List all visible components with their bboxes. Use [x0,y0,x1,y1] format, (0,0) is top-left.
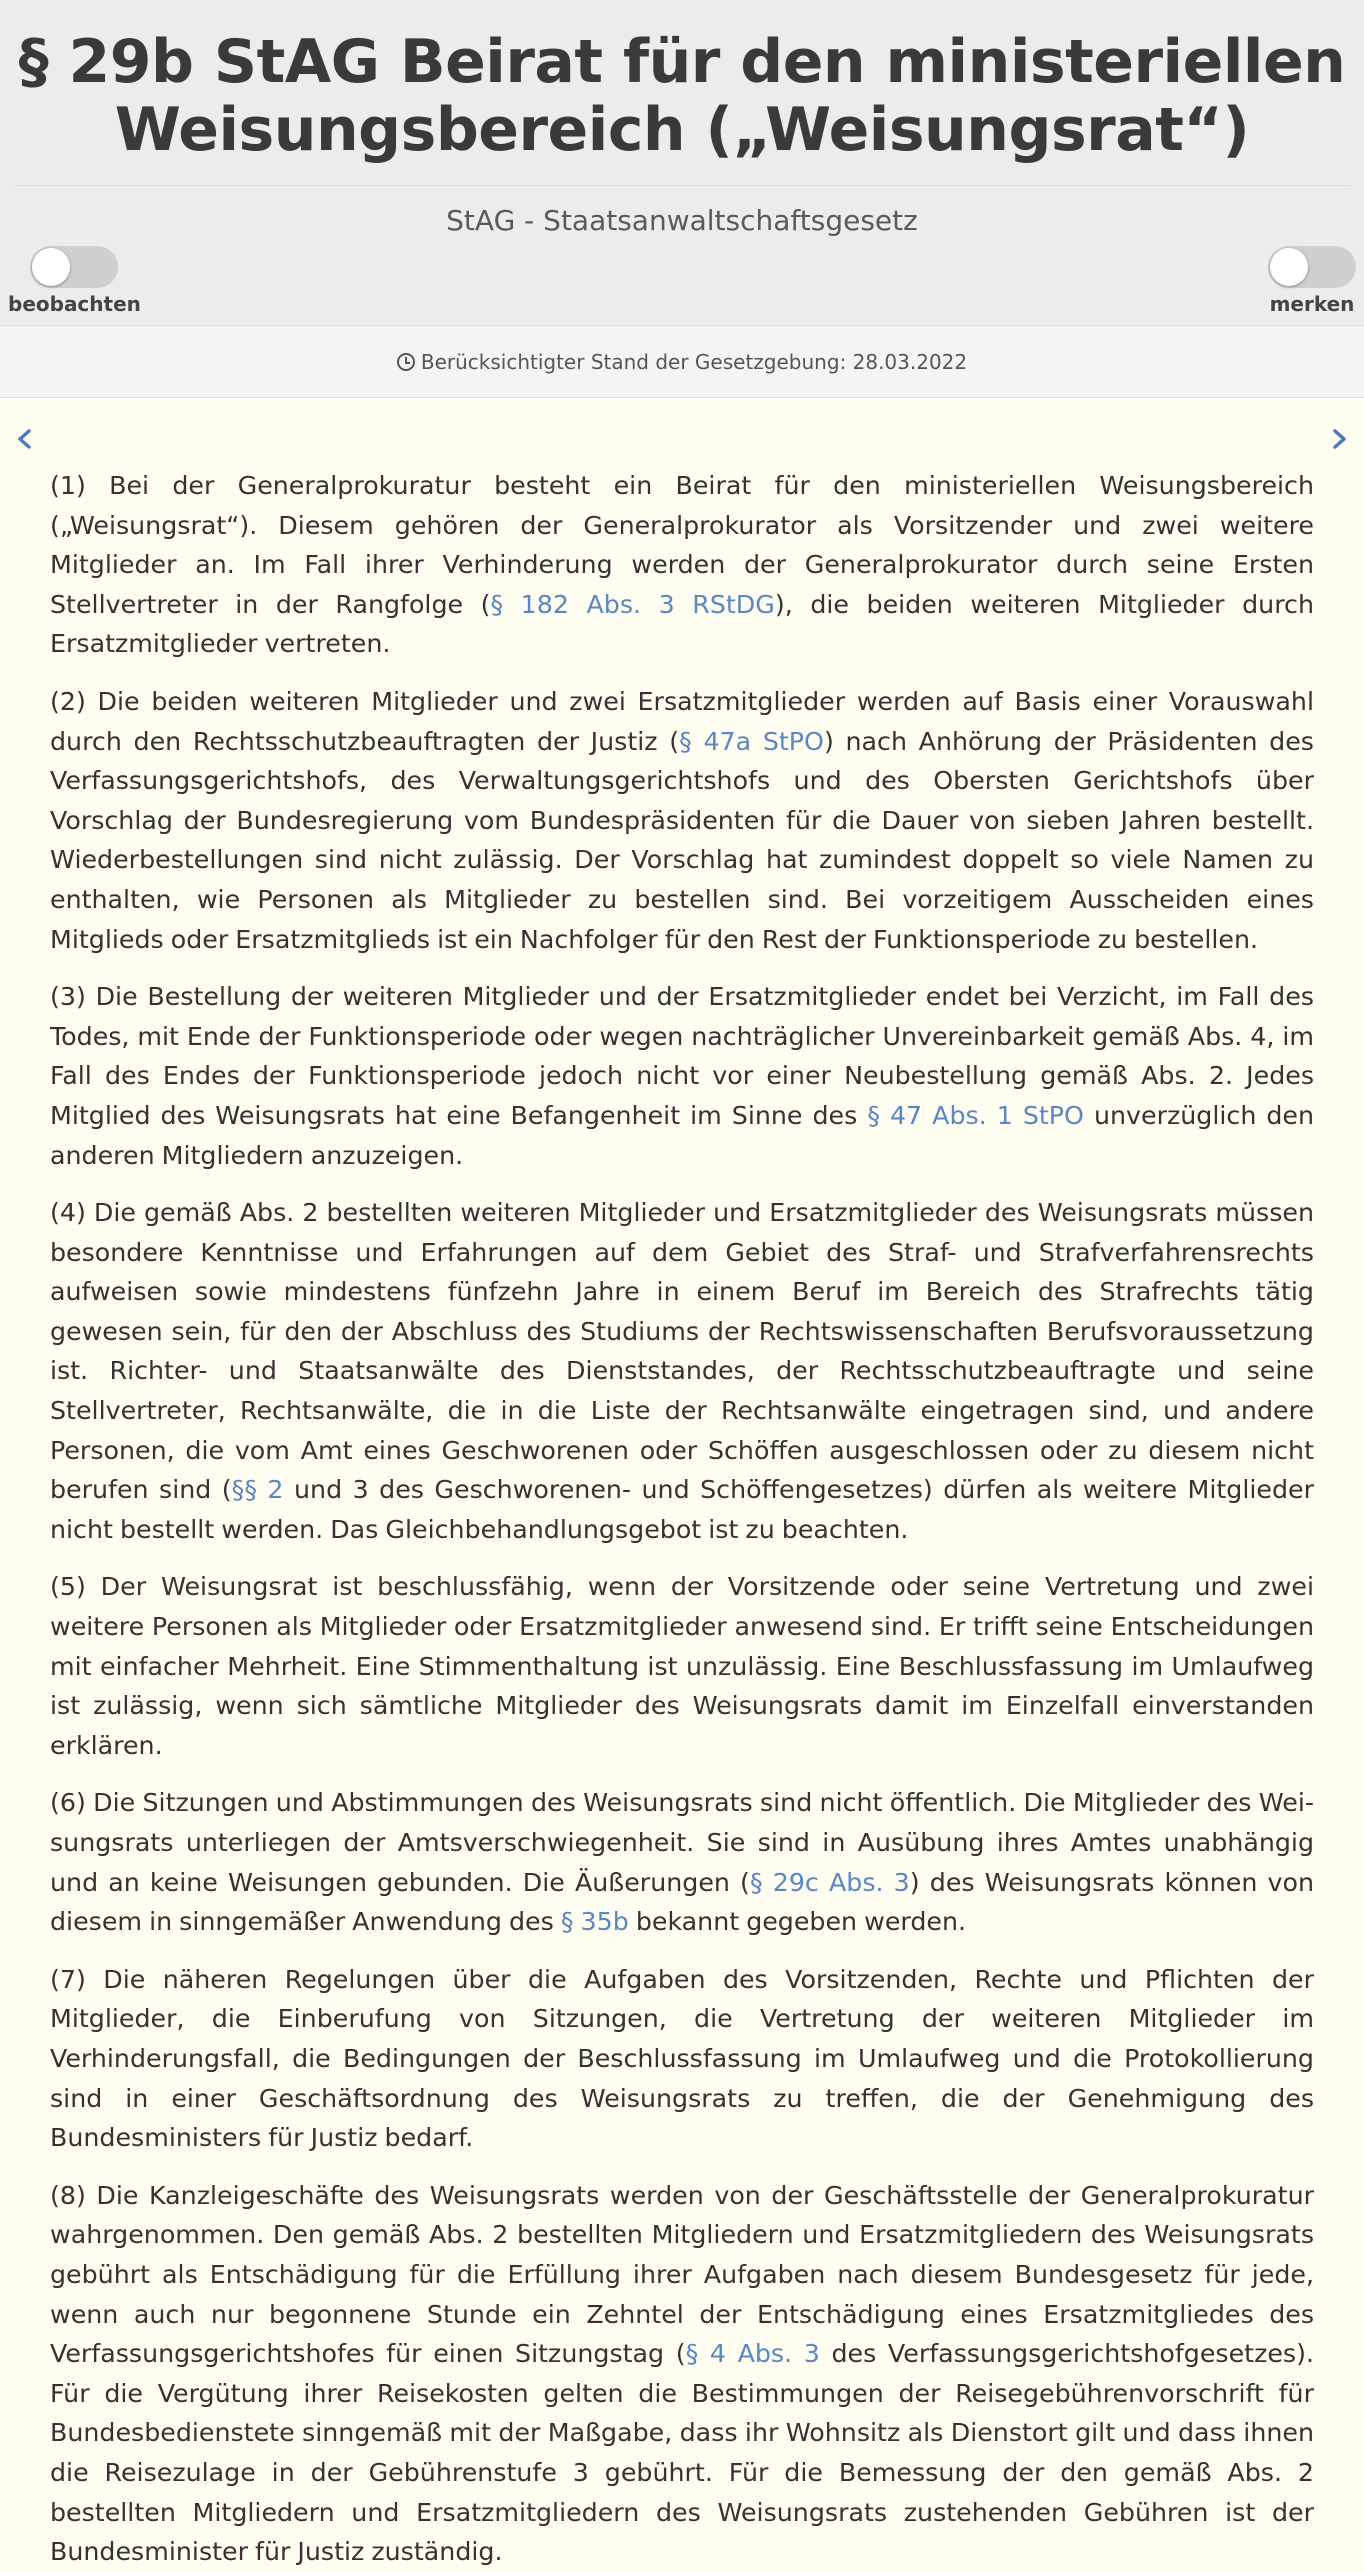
text-run: ), die beiden weiteren Mitglieder durch Ersatzmitglieder vertreten. [50,589,1314,659]
legislation-status-text: Berücksichtigter Stand der Gesetzgebung: 28.03.2022 [420,349,968,374]
law-paragraph-1 [50,466,1314,664]
watch-toggle[interactable] [30,246,118,288]
law-subtitle: StAG - Staatsanwaltschaftsgesetz [446,204,918,237]
clock-icon [397,353,415,371]
bookmark-toggle-label: merken [1269,292,1355,316]
text-run: (8) Die Kanzleigeschäfte des Weisungsrats werden von der Geschäftsstelle der Generalprokuratur wahrgenommen. Den gemäß Abs. 2 bestellten Mitgliedern und Ersatzmitgliedern des Weisungsrats gebührt als Entschädigung für die Erfüllung ihrer Aufgaben nach diesem Bundesgesetz für jede, wenn auch nur begonnene Stunde ein Zehntel der Entschädigung eines Ersatzmitgliedes des Verfassungsgerichtshofes für einen Sitzungstag ( [50,2180,1314,2369]
text-run: (2) Die beiden weiteren Mitglieder und zwei Ersatzmitglieder werden auf Basis einer Vorauswahl durch den Rechtsschutzbeauftragten der Justiz ( [50,686,1314,756]
chevron-left-icon[interactable] [14,428,36,450]
reference-link[interactable]: § 47a StPO [679,726,824,756]
text-run: ) des Weisungsrats können von diesem in sinngemäßer Anwendung des [50,1867,1314,1937]
bookmark-toggle[interactable] [1268,246,1356,288]
text-run: des Verfassungsgerichtshofgesetzes). Für die Vergütung ihrer Reisekosten gelten die Bestimmungen der Reisegebührenvorschrift für Bundesbedienstete sinngemäß mit der Maßgabe, dass ihr Wohnsitz als Dienstort gilt und dass ihnen die Reisezulage in der Gebührenstufe 3 gebührt. Für die Bemessung der den gemäß Abs. 2 bestellten Mitgliedern und Ersatzmitgliedern des Weisungsrats zustehenden Gebühren ist der Bundesminister für Justiz zuständig. [50,2339,1315,2567]
reference-link[interactable]: § 4 Abs. 3 [685,2339,820,2369]
reference-link[interactable]: § 182 Abs. 3 RStDG [490,589,775,619]
page-title-line-2: Weisungsbereich („Weisungsrat“) [114,95,1250,165]
reference-link[interactable]: § 47 Abs. 1 StPO [867,1100,1084,1130]
text-run: (7) Die näheren Regelungen über die Aufgaben des Vorsitzenden, Rechte und Pflichten der Mitglieder, die Einberufung von Sitzungen, die Vertretung der weiteren Mitglieder im Verhinderungsfall, die Bedingungen der Beschlussfassung im Umlaufweg und die Protokollierung sind in einer Geschäftsordnung des Weisungsrats zu treffen, die der Genehmigung des Bundesministers für Justiz bedarf. [50,1964,1314,2153]
page-title-line-1: § 29b StAG Beirat für den ministeriellen [18,27,1346,97]
law-paragraph-7 [50,1960,1314,2158]
reference-link[interactable]: § 35b [560,1907,629,1937]
paragraph-navigation [0,398,1364,466]
header-divider [14,185,1350,186]
text-run: (4) Die gemäß Abs. 2 bestellten weiteren Mitglieder und Ersatzmitglieder des Weisungsrats müssen besondere Kenntnisse und Erfahrungen auf dem Gebiet des Straf- und Strafverfahrensrechts aufweisen sowie mindestens fünfzehn Jahre in einem Beruf im Bereich des Strafrechts tätig gewesen sein, für den der Abschluss des Studiums der Rechtswissenschaften Berufsvoraussetzung ist. Richter- und Staatsanwälte des Dienststandes, der Rechtsschutzbeauftragte und seine Stellvertreter, Rechtsanwälte, die in die Liste der Rechtsanwälte eingetragen sind, und andere Personen, die vom Amt eines Geschworenen oder Schöffen ausgeschlossen oder zu diesem nicht berufen sind ( [50,1198,1314,1505]
page-header [0,0,1364,325]
text-run: (3) Die Bestellung der weiteren Mitglieder und der Ersatzmitglieder endet bei Verzicht, im Fall des Todes, mit Ende der Funktionsperiode oder wegen nachträglicher Unvereinbarkeit gemäß Abs. 4, im Fall des Endes der Funktionsperiode jedoch nicht vor einer Neubestellung gemäß Abs. 2. Jedes Mitglied des Weisungsrats hat eine Befangenheit im Sinne des [50,982,1314,1130]
legislation-status-bar [0,325,1364,398]
reference-link[interactable]: §§ 2 [231,1475,284,1505]
bookmark-toggle-knob [1270,248,1308,286]
page-title [0,0,1364,164]
text-run: (5) Der Weisungsrat ist beschlussfähig, wenn der Vorsitzende oder seine Vertretung und zwei weitere Personen als Mitglieder oder Ersatzmitglieder anwesend sind. Er trifft seine Entscheidungen mit einfacher Mehrheit. Eine Stimmenthaltung ist unzulässig. Eine Beschlussfassung im Umlaufweg ist zulässig, wenn sich sämtliche Mitglieder des Weisungsrats damit im Einzelfall einverstanden erklären. [50,1572,1314,1760]
text-run: ) nach Anhörung der Präsidenten des Verfassungsgerichtshofs, des Verwaltungsgerichtshofs und des Obersten Gerichtshofs über Vorschlag der Bundesregierung vom Bundespräsidenten für die Dauer von sieben Jahren bestellt. Wiederbestellungen sind nicht zulässig. Der Vorschlag hat zumindest doppelt so viele Namen zu enthalten, wie Personen als Mitglieder zu bestellen sind. Bei vorzeitigem Ausscheiden eines Mitglieds oder Ersatzmitglieds ist ein Nachfolger für den Rest der Funktionsperiode zu bestellen. [50,726,1314,954]
law-paragraph-4 [50,1193,1314,1549]
text-run: (6) Die Sitzungen und Abstimmungen des Weisungsrats sind nicht öffentlich. Die Mitglieder des Weisungsrats unterliegen der Amtsverschwiegenheit. Sie sind in Ausübung ihres Amtes unabhängig und an keine Weisungen gebunden. Die Äußerungen ( [50,1788,1314,1897]
law-text [0,466,1364,2572]
bookmark-toggle-group [1268,246,1356,316]
law-paragraph-2 [50,682,1314,959]
watch-toggle-knob [32,248,70,286]
reference-link[interactable]: § 29c Abs. 3 [749,1867,910,1897]
text-run: bekannt gegeben werden. [628,1907,967,1937]
text-run: unverzüglich den anderen Mitgliedern anzuzeigen. [50,1100,1315,1170]
law-paragraph-3 [50,977,1314,1175]
watch-toggle-group [8,246,141,316]
text-run: und 3 des Geschworenen- und Schöffengesetzes) dürfen als weitere Mitglieder nicht bestellt werden. Das Gleichbehandlungsgebot ist zu beachten. [50,1475,1314,1544]
text-run: (1) Bei der Generalprokuratur besteht ein Beirat für den ministeriellen Weisungsbereich („Weisungsrat“). Diesem gehören der Generalprokurator als Vorsitzender und zwei weitere Mitglieder an. Im Fall ihrer Verhinderung werden der Generalprokurator durch seine Ersten Stellvertreter in der Rangfolge ( [50,471,1314,619]
watch-toggle-label: beobachten [8,292,141,316]
law-paragraph-8 [50,2176,1314,2572]
law-paragraph-5 [50,1567,1314,1765]
chevron-right-icon[interactable] [1328,428,1350,450]
law-paragraph-6 [50,1783,1314,1941]
